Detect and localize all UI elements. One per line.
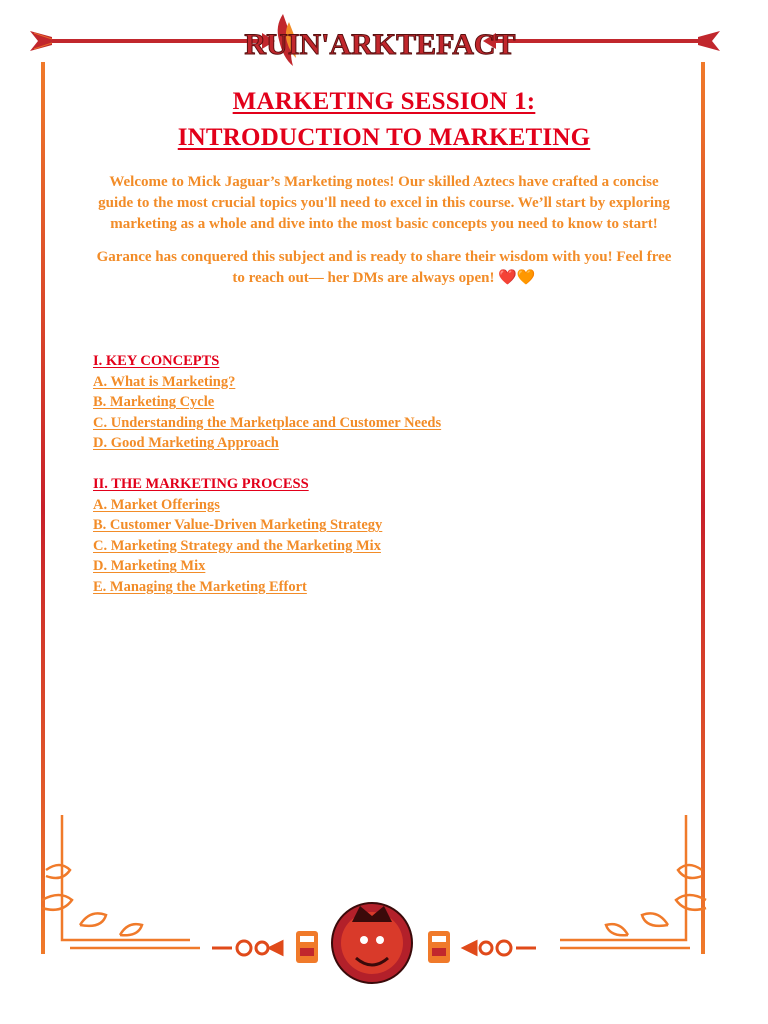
aztec-glyph-left — [296, 931, 318, 963]
bottom-right-scroll-motif — [464, 941, 536, 955]
arrow-left-decoration — [30, 31, 275, 51]
toc-section-title-marketing-process[interactable]: II. THE MARKETING PROCESS — [93, 476, 309, 492]
toc-link-what-is-marketing[interactable]: A. What is Marketing? — [93, 373, 236, 390]
toc-link-understanding-marketplace[interactable]: C. Understanding the Marketplace and Customer Needs — [93, 414, 442, 431]
page-title-line-1: MARKETING SESSION 1: — [232, 88, 536, 115]
logo-text: RUIN'ARKTEFACT — [244, 28, 516, 61]
jaguar-warrior-emblem — [332, 903, 412, 983]
toc-link-customer-value-driven-strategy[interactable]: B. Customer Value-Driven Marketing Strategy — [93, 517, 383, 534]
aztec-glyph-right — [428, 931, 450, 963]
toc-section-marketing-process — [93, 474, 653, 598]
intro-paragraph-2: Garance has conquered this subject and is ready to share their wisdom with you! Feel free to reach out— her DMs are always open! ❤️🧡 — [96, 249, 672, 286]
toc-section-key-concepts — [93, 351, 653, 454]
toc-section-title-key-concepts[interactable]: I. KEY CONCEPTS — [93, 353, 220, 369]
bottom-left-ornament — [42, 815, 200, 948]
ruinarktefact-logo — [244, 14, 515, 66]
bottom-left-scroll-motif — [212, 941, 282, 955]
intro-paragraph-1: Welcome to Mick Jaguar’s Marketing notes! Our skilled Aztecs have crafted a concise guide to the most crucial topics you'll need to excel in this course. We’ll start by exploring marketing as a whole and dive into the most basic concepts you need to know to start! — [98, 174, 670, 232]
toc-link-managing-marketing-effort[interactable]: E. Managing the Marketing Effort — [93, 578, 307, 595]
toc-link-good-marketing-approach[interactable]: D. Good Marketing Approach — [93, 435, 279, 452]
right-border-line — [701, 62, 705, 954]
toc-link-strategy-and-mix[interactable]: C. Marketing Strategy and the Marketing Mix — [93, 537, 381, 554]
bottom-right-ornament — [560, 815, 706, 948]
left-border-line — [41, 62, 45, 954]
arrow-right-decoration — [483, 31, 720, 51]
page-title-line-2: INTRODUCTION TO MARKETING — [177, 124, 591, 151]
toc-link-marketing-mix[interactable]: D. Marketing Mix — [93, 558, 206, 575]
toc-link-market-offerings[interactable]: A. Market Offerings — [93, 496, 220, 513]
toc-link-marketing-cycle[interactable]: B. Marketing Cycle — [93, 394, 215, 411]
